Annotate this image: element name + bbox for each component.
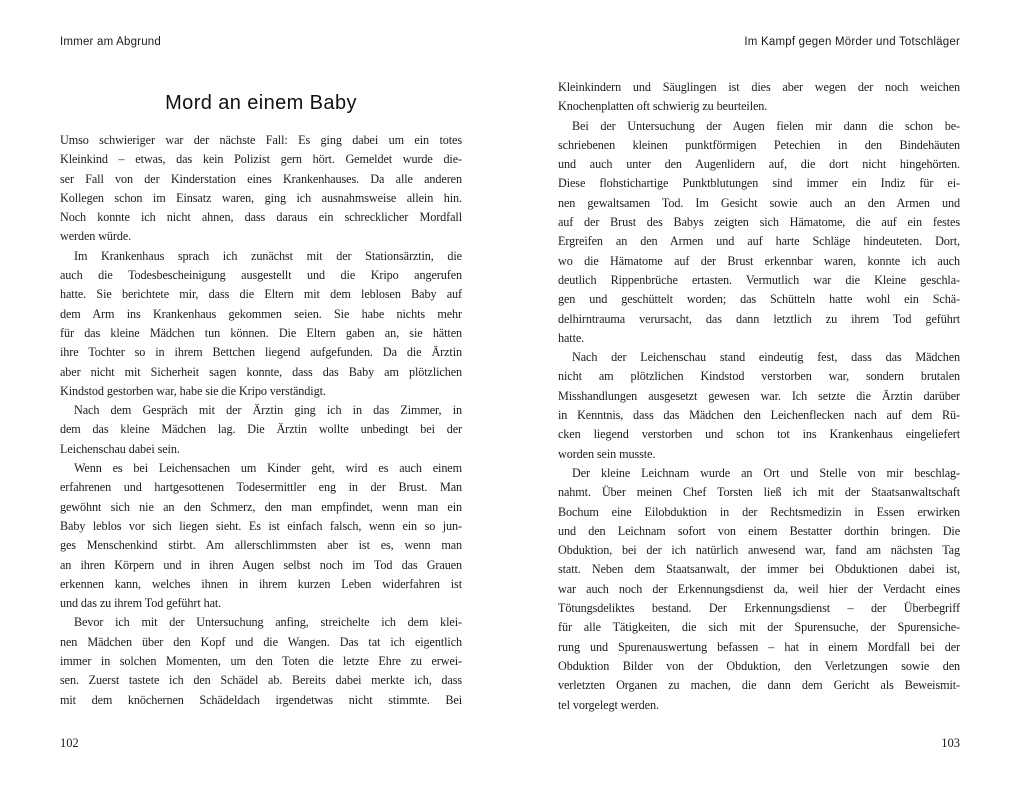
text-line: ser Fall von der Kinderstation eines Krankenhauses. Da alle anderen [60,171,462,186]
text-line: Diese flohstichartige Punktblutungen sind immer ein Indiz für ei- [558,176,960,191]
text-line: Kindstod gestorben war, habe sie die Kripo verständigt. [60,383,326,398]
text-line: nahmt. Über meinen Chef Torsten ließ ich mit der Staatsanwaltschaft [558,485,960,500]
text-line: delhirntrauma verursacht, das dann letztlich zu ihrem Tod geführt [558,311,960,326]
paragraph [558,78,960,117]
right-running-head: Im Kampf gegen Mörder und Totschläger [744,36,960,48]
text-line: dem Arm ins Krankenhaus gekommen seien. Sie habe nichts mehr [60,306,462,321]
paragraph [60,613,462,709]
text-line: worden sein musste. [558,446,656,461]
text-line: auch die Todesbescheinigung ausgestellt und die Kripo angerufen [60,268,462,283]
text-line: auf der Brust des Babys zeigten sich Hämatome, die auf ein festes [558,215,960,230]
left-page-body [60,131,462,710]
text-line: Obduktion Bilder von der Obduktion, den Verletzungen sowie den [558,658,960,673]
paragraph [60,247,462,401]
text-line: Bochum eine Eilobduktion in der Rechtsmedizin in Essen erwirken [558,504,960,519]
text-line: Bevor ich mit der Untersuchung anfing, streichelte ich dem klei- [74,615,462,630]
text-line: und den Leichnam sofort von einem Bestatter dorthin bringen. Die [558,523,960,538]
text-line: und das zu ihrem Tod geführt hat. [60,596,222,611]
text-line: für das kleine Mädchen tun können. Die Eltern gaben an, sie hätten [60,325,462,340]
text-line: Nach dem Gespräch mit der Ärztin ging ich in das Zimmer, in [74,403,462,418]
paragraph [558,348,960,464]
text-line: für alle Tätigkeiten, die sich mit der Spurensuche, der Spurensiche- [558,620,960,635]
text-line: sen. Zuerst tastete ich den Schädel ab. Bereits dabei merkte ich, dass [60,673,462,688]
text-line: Wenn es bei Leichensachen um Kinder geht, wird es auch einem [74,461,462,476]
chapter-title: Mord an einem Baby [165,92,357,114]
text-line: Im Krankenhaus sprach ich zunächst mit der Stationsärztin, die [74,248,462,263]
text-line: erfahrenen und hartgesottenen Todesermittler eng in der Brust. Man [60,480,462,495]
text-line: immer in solchen Momenten, um den Toten die letzte Ehre zu erwei- [60,654,462,669]
text-line: tel vorgelegt werden. [558,697,659,712]
text-line: cken liegend verstorben und schon tot ins Krankenhaus eingeliefert [558,427,960,442]
text-line: Nach der Leichenschau stand eindeutig fest, dass das Mädchen [572,350,960,365]
paragraph [558,117,960,349]
right-page-body [558,78,960,715]
text-line: Leichenschau dabei sein. [60,441,180,456]
text-line: Kleinkind – etwas, das kein Polizist gern hört. Gemeldet wurde die- [60,152,462,167]
text-line: nen Mädchen über den Kopf und die Wangen. Das tat ich eigentlich [60,634,462,649]
text-line: ihre Tochter so in ihrem Bettchen liegend aufgefunden. Da die Ärztin [60,345,462,360]
text-line: erkennen kann, welches ihnen in ihrem kurzen Leben widerfahren ist [60,576,462,591]
text-line: deutlich Rippenbrüche ertasten. Vermutlich war die Kleine geschla- [558,272,960,287]
text-line: Noch konnte ich nicht ahnen, dass daraus ein schrecklicher Mordfall [60,210,462,225]
right-page-number: 103 [941,736,960,750]
text-line: in Kenntnis, dass das Mädchen den Leichenflecken nach auf dem Rü- [558,408,960,423]
text-line: schriebenen kleinen punktförmigen Petechien in den Bindehäuten [558,137,960,152]
text-line: Kollegen schon im Einsatz waren, ging ich ausnahmsweise allein hin. [60,190,462,205]
text-line: an ihren Körpern und in ihren Augen selbst noch im Tod das Grauen [60,557,462,572]
text-line: war auch noch der Erkennungsdienst da, weil hier der Verdacht eines [558,581,960,596]
text-line: Baby leblos vor sich liegen sieht. Es ist einfach falsch, wenn ein so jun- [60,518,462,533]
paragraph [558,464,960,715]
text-line: Umso schwieriger war der nächste Fall: Es ging dabei um ein totes [60,133,462,147]
text-line: und auch unter den Augenlidern auf, die dort nicht hingehörten. [558,157,960,172]
text-line: wo die Hämatome auf der Brust erkennbar waren, konnte ich auch [558,253,960,268]
text-line: Bei der Untersuchung der Augen fielen mir dann die schon be- [572,118,960,133]
text-line: rung und Spurenauswertung befassen – hat in einem Mordfall bei der [558,639,960,654]
paragraph [60,401,462,459]
text-line: werden würde. [60,229,132,244]
paragraph [60,131,462,247]
paragraph [60,459,462,613]
text-line: mit dem knöchernen Schädeldach irgendetwas nicht stimmte. Bei [60,692,462,707]
text-line: gewöhnt sich nie an den Schmerz, den man empfindet, wenn man ein [60,499,462,514]
text-line: Der kleine Leichnam wurde an Ort und Stelle von mir beschlag- [572,465,960,480]
text-line: hatte. Sie berichtete mir, dass die Eltern mit dem leblosen Baby auf [60,287,462,302]
text-line: verletzten Organen zu machen, die dann dem Gericht als Beweismit- [558,678,960,693]
text-line: hatte. [558,330,585,345]
text-line: Obduktion, bei der ich natürlich anwesend war, fand am nächsten Tag [558,543,960,558]
text-line: Tötungsdeliktes bestand. Der Erkennungsdienst – der Überbegriff [558,601,960,616]
text-line: ges Menschenkind stirbt. Am allerschlimmsten aber ist es, wenn man [60,538,462,553]
text-line: Kleinkindern und Säuglingen ist dies aber wegen der noch weichen [558,80,960,94]
text-line: aber nicht mit Sicherheit sagen konnte, dass das Baby am plötzlichen [60,364,462,379]
text-line: Knochenplatten oft schwierig zu beurteilen. [558,99,768,114]
left-page-number: 102 [60,736,79,750]
text-line: statt. Neben dem Staatsanwalt, der immer bei Obduktionen dabei ist, [558,562,960,577]
left-running-head: Immer am Abgrund [60,36,161,48]
text-line: gen und geschüttelt worden; das Schütteln hatte wohl ein Schä- [558,292,960,307]
text-line: Misshandlungen ausgesetzt gewesen war. Ich setzte die Ärztin darüber [558,388,960,403]
text-line: dem das kleine Mädchen lag. Die Ärztin wollte unbedingt bei der [60,422,462,437]
text-line: nicht am plötzlichen Kindstod verstorben war, sondern brutalen [558,369,960,384]
text-line: Ergreifen an den Armen und auf harte Schläge hindeuteten. Dort, [558,234,960,249]
text-line: nen gewaltsamen Tod. Im Gesicht sowie auch an den Armen und [558,195,960,210]
